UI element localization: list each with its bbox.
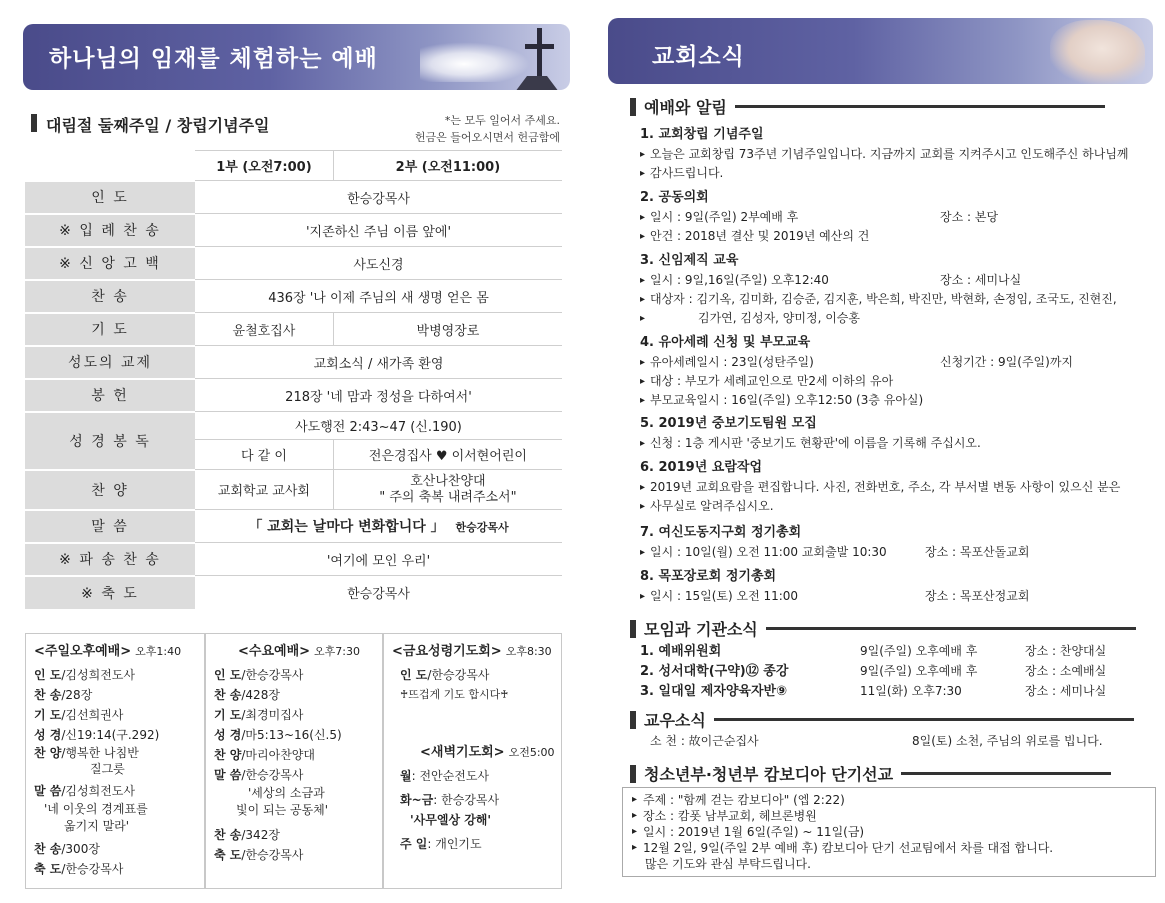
order-row bbox=[25, 247, 562, 280]
sunday-afternoon-box bbox=[25, 633, 205, 889]
news-banner-title: 교회소식 bbox=[652, 44, 745, 70]
sermon-pastor: 한승강목사 bbox=[455, 521, 509, 534]
choir-name: 호산나찬양대 bbox=[410, 473, 486, 489]
order-label: 기 도 bbox=[25, 313, 195, 346]
wednesday-box bbox=[205, 633, 383, 889]
order-value-second: 박병영장로 bbox=[333, 313, 562, 346]
box-line: 기 도/최경미집사 bbox=[214, 708, 304, 722]
box-title: <주일오후예배> 오후1:40 bbox=[34, 644, 182, 659]
order-row bbox=[25, 379, 562, 412]
box-line: 찬 송/428장 bbox=[214, 688, 280, 702]
box-line: 옮기지 말라' bbox=[64, 819, 130, 833]
mission-line: ▸ 주제 : "함께 걷는 캄보디아" (엡 2:22) bbox=[643, 792, 1147, 808]
order-value: 한승강목사 bbox=[195, 576, 562, 609]
news-item: 1. 교회창립 기념주일 ▸ 오늘은 교회창립 73주년 기념주일입니다. 지금까지 교회를 지켜주시고 인도해주신 하나님께 ▸ 감사드립니다. bbox=[640, 125, 1160, 183]
news-item: 6. 2019년 요람작업 ▸ 2019년 교회요람을 편집합니다. 사진, 전화번호, 주소, 각 부서별 변동 사항이 있으신 분은 ▸ 사무실로 알려주십시오. bbox=[640, 458, 1160, 516]
box-line: 인 도/한승강목사 bbox=[400, 668, 490, 682]
order-value-first: 윤철호집사 bbox=[195, 313, 333, 346]
order-row bbox=[25, 510, 562, 543]
member-news-row: 소 천 : 故이근순집사 8일(토) 소천, 주님의 위로를 빕니다. bbox=[650, 734, 1103, 748]
box-line: 말 씀/김성희전도사 bbox=[34, 784, 135, 798]
order-row bbox=[25, 412, 562, 440]
sermon-title: 「 교회는 날마다 변화합니다 」 bbox=[248, 519, 445, 535]
order-row bbox=[25, 280, 562, 313]
order-label: 인 도 bbox=[25, 181, 195, 214]
order-value: 교회소식 / 새가족 환영 bbox=[195, 346, 562, 379]
order-value-first: 교회학교 교사회 bbox=[195, 470, 333, 510]
section-heading: 청소년부·청년부 캄보디아 단기선교 bbox=[630, 762, 1111, 785]
news-item: 7. 여신도동지구회 정기총회 ▸ 일시 : 10일(월) 오전 11:00 교회출발 10:30 장소 : 목포산돌교회 bbox=[640, 523, 1160, 562]
box-line: 인 도/김성희전도사 bbox=[34, 668, 135, 682]
worship-banner bbox=[23, 24, 570, 90]
section-heading: 교우소식 bbox=[630, 708, 1134, 731]
choir-song: " 주의 축복 내려주소서" bbox=[379, 489, 517, 505]
box-line: 축 도/한승강목사 bbox=[34, 862, 124, 876]
order-label: 말 씀 bbox=[25, 510, 195, 543]
box-line: 월: 전안순전도사 bbox=[400, 769, 490, 783]
box-line: 화~금: 한승강목사 bbox=[400, 793, 500, 807]
cloud-image bbox=[420, 42, 530, 82]
box-line: ♰뜨겁게 기도 합시다♰ bbox=[400, 688, 509, 701]
mission-box bbox=[622, 787, 1156, 877]
order-label: 봉 헌 bbox=[25, 379, 195, 412]
box-line: 기 도/김선희권사 bbox=[34, 708, 124, 722]
mission-line: 많은 기도와 관심 부탁드립니다. bbox=[645, 857, 811, 871]
order-value-second: 전은경집사 ♥ 이서현어린이 bbox=[333, 440, 562, 470]
order-label: ※ 축 도 bbox=[25, 576, 195, 609]
meeting-row: 2. 성서대학(구약)⑫ 종강 9일(주일) 오후예배 후 장소 : 소예배실 bbox=[640, 664, 1107, 679]
mission-line: ▸ 장소 : 캄폿 남부교회, 헤브론병원 bbox=[643, 808, 1147, 824]
box-line: 찬 송/300장 bbox=[34, 842, 100, 856]
order-label: 성 경 봉 독 bbox=[25, 412, 195, 470]
cross-bar bbox=[525, 44, 554, 49]
order-label: 찬 송 bbox=[25, 280, 195, 313]
box-line: 성 경/마5:13~16(신.5) bbox=[214, 728, 342, 742]
box-line: 찬 양/마리아찬양대 bbox=[214, 748, 315, 762]
order-row bbox=[25, 346, 562, 379]
order-label: 성도의 교제 bbox=[25, 346, 195, 379]
news-item: 4. 유아세례 신청 및 부모교육 ▸ 유아세례일시 : 23일(성탄주일) 신청기간 : 9일(주일)까지 ▸ 대상 : 부모가 세례교인으로 만2세 이하의 유아 ▸ 부모교육일시 : 16일(주일) 오후12:50 (3층 유아실) bbox=[640, 333, 1160, 410]
mission-line: ▸ 12월 2일, 9일(주일 2부 예배 후) 캄보디아 단기 선교팀에서 차를 대접 합니다. bbox=[643, 840, 1147, 856]
order-value: 한승강목사 bbox=[195, 181, 562, 214]
box-line: 질그릇 bbox=[90, 762, 125, 776]
standing-note: *는 모두 일어서 주세요. bbox=[444, 114, 560, 127]
box-line: 찬 양/행복한 나침반 bbox=[34, 746, 139, 760]
order-label: ※ 파 송 찬 송 bbox=[25, 543, 195, 576]
order-value: '지존하신 주님 이름 앞에' bbox=[195, 214, 562, 247]
order-value-first: 다 같 이 bbox=[195, 440, 333, 470]
box-line: '네 이웃의 경계표를 bbox=[44, 802, 148, 816]
box-title: <수요예배> 오후7:30 bbox=[238, 644, 360, 659]
meeting-row: 1. 예배위원회 9일(주일) 오후예배 후 장소 : 찬양대실 bbox=[640, 644, 1107, 659]
box-line: 주 일: 개인기도 bbox=[400, 837, 482, 851]
praying-hands-image bbox=[1050, 20, 1145, 84]
box-line: 성 경/신19:14(구.292) bbox=[34, 728, 160, 742]
order-label: ※ 신 앙 고 백 bbox=[25, 247, 195, 280]
service-order-table bbox=[25, 150, 562, 609]
service-heading: 대림절 둘째주일 / 창립기념주일 bbox=[46, 116, 270, 135]
box-line: '사무엘상 강해' bbox=[410, 813, 492, 827]
box-title: <새벽기도회> 오전5:00 bbox=[420, 745, 555, 760]
order-value-second bbox=[333, 470, 562, 510]
order-row bbox=[25, 543, 562, 576]
order-row bbox=[25, 313, 562, 346]
worship-banner-title: 하나님의 임재를 체험하는 예배 bbox=[49, 46, 378, 72]
section-heading: 예배와 알림 bbox=[630, 95, 1105, 118]
box-title: <금요성령기도회> 오후8:30 bbox=[392, 644, 552, 659]
order-value: 사도행전 2:43~47 (신.190) bbox=[195, 412, 562, 440]
order-row bbox=[25, 214, 562, 247]
box-line: 찬 송/342장 bbox=[214, 828, 280, 842]
news-banner bbox=[608, 18, 1153, 84]
box-line: 찬 송/28장 bbox=[34, 688, 93, 702]
order-row bbox=[25, 576, 562, 609]
meeting-row: 3. 일대일 제자양육자반⑨ 11일(화) 오후7:30 장소 : 세미나실 bbox=[640, 684, 1107, 699]
heading-marker bbox=[31, 114, 37, 132]
news-item: 5. 2019년 중보기도팀원 모집 ▸ 신청 : 1층 게시판 '중보기도 현황판'에 이름을 기록해 주십시오. bbox=[640, 414, 1160, 453]
order-value bbox=[195, 510, 562, 543]
order-row bbox=[25, 470, 562, 510]
offering-note: 헌금은 들어오시면서 헌금함에 bbox=[414, 131, 560, 144]
mission-line: ▸ 일시 : 2019년 1월 6일(주일) ~ 11일(금) bbox=[643, 824, 1147, 840]
box-line: 빛이 되는 공동체' bbox=[236, 803, 329, 817]
order-label: ※ 입 례 찬 송 bbox=[25, 214, 195, 247]
news-item: 3. 신임제직 교육 ▸ 일시 : 9일,16일(주일) 오후12:40 장소 : 세미나실 ▸ 대상자 : 김기옥, 김미화, 김승준, 김지훈, 박은희, 박진만, 박현화, 손정임, 조국도, 진현진, ▸ 김가연, 김성자, 양미정, 이승홍 bbox=[640, 251, 1160, 328]
news-item: 8. 목포장로회 정기총회 ▸ 일시 : 15일(토) 오전 11:00 장소 : 목포산정교회 bbox=[640, 567, 1160, 606]
box-line: 말 씀/한승강목사 bbox=[214, 768, 304, 782]
friday-dawn-box bbox=[383, 633, 562, 889]
order-value: 436장 '나 이제 주님의 새 생명 얻은 몸 bbox=[195, 280, 562, 313]
second-service-header: 2부 (오전11:00) bbox=[333, 151, 562, 181]
news-item: 2. 공동의회 ▸ 일시 : 9일(주일) 2부예배 후 장소 : 본당 ▸ 안건 : 2018년 결산 및 2019년 예산의 건 bbox=[640, 188, 1160, 246]
order-value: 218장 '네 맘과 정성을 다하여서' bbox=[195, 379, 562, 412]
order-label: 찬 양 bbox=[25, 470, 195, 510]
box-line: '세상의 소금과 bbox=[248, 786, 325, 800]
section-heading: 모임과 기관소식 bbox=[630, 617, 1136, 640]
first-service-header: 1부 (오전7:00) bbox=[195, 151, 333, 181]
order-row bbox=[25, 181, 562, 214]
box-line: 인 도/한승강목사 bbox=[214, 668, 304, 682]
box-line: 축 도/한승강목사 bbox=[214, 848, 304, 862]
order-value: 사도신경 bbox=[195, 247, 562, 280]
order-value: '여기에 모인 우리' bbox=[195, 543, 562, 576]
